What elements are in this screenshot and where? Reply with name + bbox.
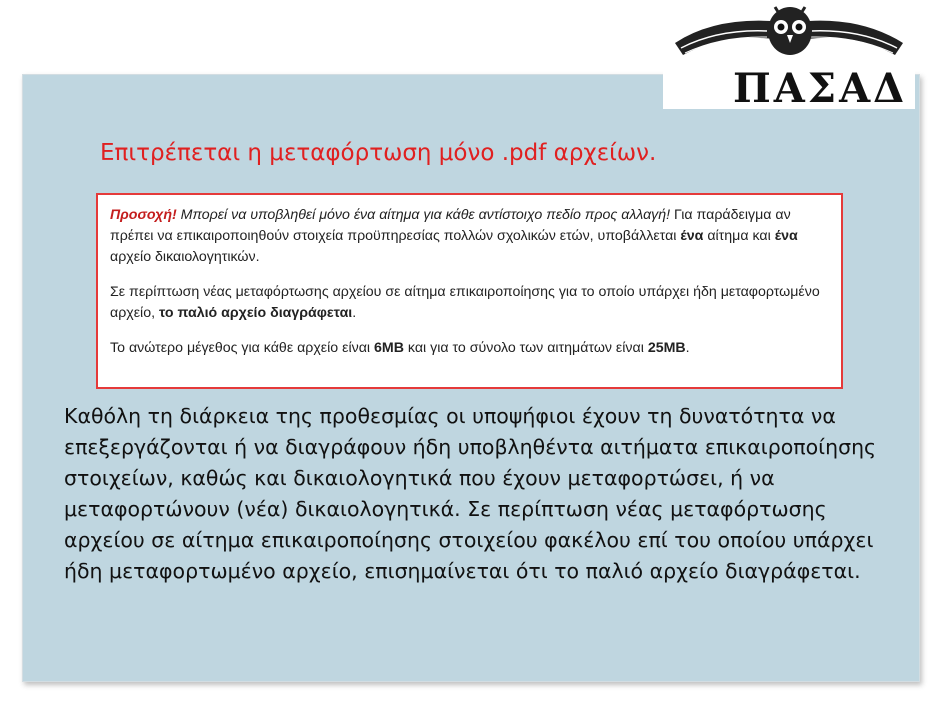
page-title: Επιτρέπεται η μεταφόρτωση μόνο .pdf αρχείων. <box>100 140 657 166</box>
organization-logo <box>663 3 915 112</box>
body-paragraph: Καθόλη τη διάρκεια της προθεσμίας οι υποψήφιοι έχουν τη δυνατότητα να επεξεργάζονται ή να διαγράφουν ήδη υποβληθέντα αιτήματα επικαιροποίησης στοιχείων, καθώς και δικαιολογητικά που έχουν μεταφορτώσει, ή να μεταφορτώνουν (νέα) δικαιολογητικά. Σε περίπτωση νέας μεταφόρτωσης αρχείου σε αίτημα επικαιροποίησης στοιχείου φακέλου επί του οποίου υπάρχει ήδη μεταφορτωμένο αρχείο, επισημαίνεται ότι το παλιό αρχείο διαγράφεται. <box>64 404 877 583</box>
notice-paragraph-3: Το ανώτερο μέγεθος για κάθε αρχείο είναι 6MB και για το σύνολο των αιτημάτων είναι 25MB. <box>110 340 690 356</box>
notice-paragraph-2: Σε περίπτωση νέας μεταφόρτωσης αρχείου σε αίτημα επικαιροποίησης για το οποίο υπάρχει ήδη μεταφορτωμένο αρχείο, το παλιό αρχείο διαγράφεται. <box>110 284 820 321</box>
logo-text: ΠΑΣΑΔ <box>733 65 908 112</box>
notice-box <box>96 193 843 389</box>
notice-paragraph-1: Προσοχή! Μπορεί να υποβληθεί μόνο ένα αίτημα για κάθε αντίστοιχο πεδίο προς αλλαγή! Για παράδειγμα αν πρέπει να επικαιροποιηθούν στοιχεία προϋπηρεσίας πολλών σχολικών ετών, υποβάλλεται ένα αίτημα και ένα αρχείο δικαιολογητικών. <box>110 207 798 265</box>
warning-label: Προσοχή! <box>110 207 177 223</box>
